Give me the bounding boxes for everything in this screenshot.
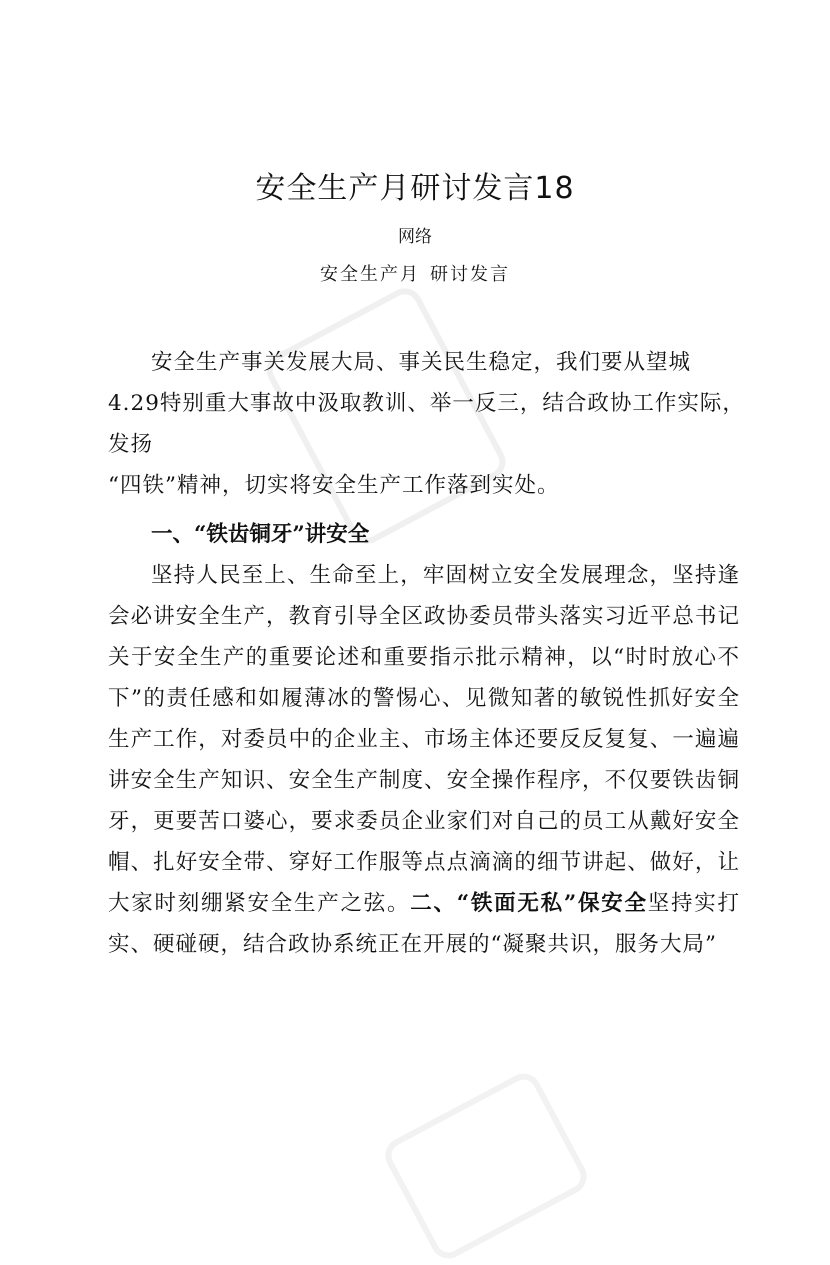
intro-line-2: 4.29特别重大事故中汲取教训、举一反三，结合政协工作实际，	[108, 391, 745, 416]
section-2-heading: 二、“铁面无私”保安全	[410, 891, 648, 916]
keyword-2: 研讨发言	[430, 264, 510, 285]
document-keywords	[0, 260, 830, 286]
watermark-stamp-bottom	[379, 1067, 593, 1264]
intro-paragraph	[108, 342, 745, 506]
section-1-heading: 一、“铁齿铜牙”讲安全	[151, 522, 370, 547]
section-1-paragraph	[108, 555, 740, 965]
intro-line-1: 安全生产事关发展大局、事关民生稳定，我们要从望城	[151, 350, 692, 375]
intro-line-3: 发扬	[108, 432, 154, 457]
document-author: 网络	[398, 227, 432, 247]
section-1-body: 坚持人民至上、生命至上，牢固树立安全发展理念，坚持逢会必讲安全生产，教育引导全区政协委员带头落实习近平总书记关于安全生产的重要论述和重要指示批示精神，以“时时放心不下”的责任感和如履薄冰的警惕心、见微知著的敏锐性抓好安全生产工作，对委员中的企业主、市场主体还要反反复复、一遍遍讲安全生产知识、安全生产制度、安全操作程序，不仅要铁齿铜牙，更要苦口婆心，要求委员企业家们对自己的员工从戴好安全帽、扎好安全带、穿好工作服等点点滴滴的细节讲起、做好，让大家时刻绷紧安全生产之弦。	[108, 563, 740, 916]
document-title: 安全生产月研讨发言18	[255, 171, 575, 206]
intro-line-4: “四铁”精神，切实将安全生产工作落到实处。	[108, 473, 560, 498]
keyword-1: 安全生产月	[320, 264, 420, 285]
section-2-body: 坚持实打实、硬碰硬，结合政协系统正在开展的“凝聚共识，服务大局”	[108, 891, 740, 957]
